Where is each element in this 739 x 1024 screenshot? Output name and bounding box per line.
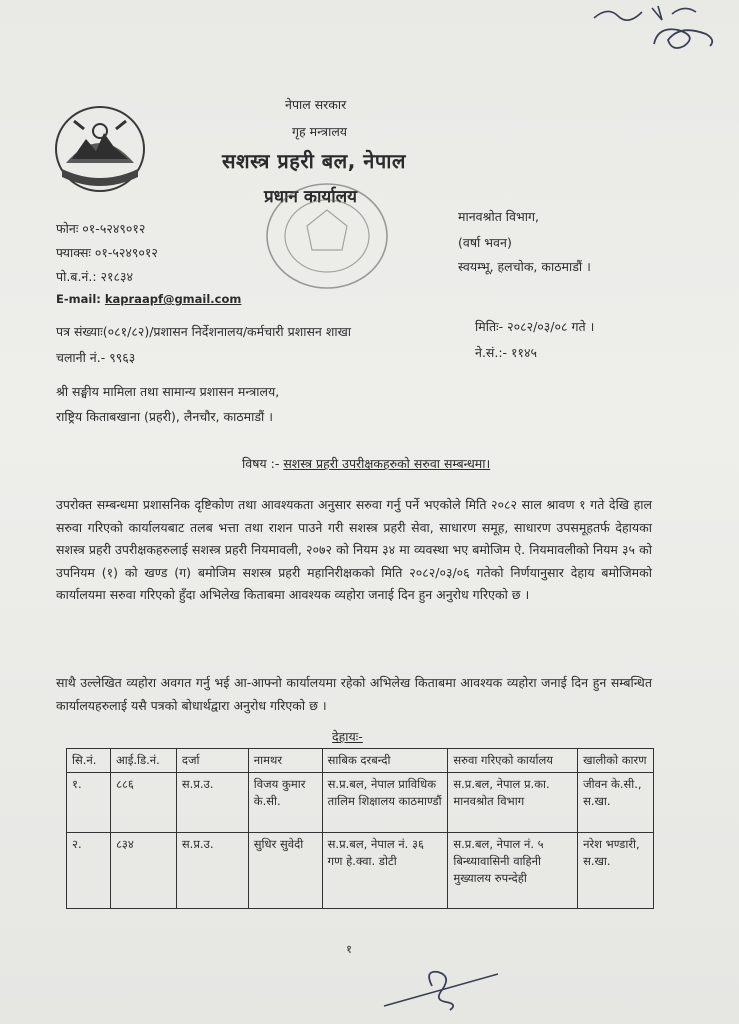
recipient-line2: राष्ट्रिय किताबखाना (प्रहरी), लैनचौर, काठमाडौं । [56,409,273,424]
nepal-sambat: ने.सं.:- ११४५ [475,345,538,360]
table-header-row [67,749,654,773]
dispatch-number: चलानी नं.- ९९६३ [56,350,136,365]
cell-serial: १. [67,773,111,833]
dehaya-label: देहायः- [332,729,363,744]
dept-name: मानवश्रोत विभाग, [458,209,540,224]
col-id: आई.डि.नं. [110,749,176,773]
cell-previous-post: स.प्र.बल, नेपाल नं. ३६ गण हे.क्वा. डोटी [322,833,448,909]
page-number: १ [346,942,352,956]
subject-line [242,455,490,472]
cell-transferred-office: स.प्र.बल, नेपाल प्र.का. मानवश्रोत विभाग [448,773,578,833]
header-org: सशस्त्र प्रहरी बल, नेपाल [222,149,406,173]
cell-rank: स.प्र.उ. [176,833,248,909]
col-name: नामथर [248,749,322,773]
cell-rank: स.प्र.उ. [176,773,248,833]
contact-pobox: पो.ब.नं.: २१८३४ [56,269,134,284]
cell-id: ८८६ [110,773,176,833]
body-paragraph-1: उपरोक्त सम्बन्धमा प्रशासनिक दृष्टिकोण तथा आवश्यकता अनुसार सरुवा गर्नु पर्ने भएकोले मिति २०८२ साल श्रावण १ गते देखि हाल सरुवा गरिएको कार्यालयबाट तलब भत्ता तथा राशन पाउने गरी सशस्त्र प्रहरी सेवा, साधारण समूह, साधारण उपसमूहतर्फ देहायका सशस्त्र प्रहरी उपरीक्षकहरुलाई सशस्त्र प्रहरी नियमावली, २०७२ को नियम ३४ मा व्यवस्था भए बमोजिम ऐ. नियमावलीको नियम ३५ को उपनियम (१) को खण्ड (ग) बमोजिम सशस्त्र प्रहरी महानिरीक्षकको मिति २०८२/०३/०६ गतेको निर्णयानुसार देहाय बमोजिमको कार्यालयमा सरुवा गरिएको हुँदा अभिलेख किताबमा आवश्यक व्यहोरा जनाई दिन हुन अनुरोध गरिएको छ । [56,497,652,602]
header-govt: नेपाल सरकार [285,97,347,112]
col-serial: सि.नं. [67,749,111,773]
email-link[interactable]: kapraapf@gmail.com [104,292,242,306]
cell-vacancy-reason: जीवन के.सी., स.खा. [578,773,654,833]
contact-email-row [56,292,241,306]
email-label: E-mail: [56,292,101,306]
body-paragraph-2: साथै उल्लेखित व्यहोरा अवगत गर्नु भई आ-आफ्नो कार्यालयमा रहेको अभिलेख किताबमा आवश्यक व्यहोरा जनाई दिन हुन सम्बन्धित कार्यालयहरुलाई यसै पत्रको बोधार्थद्वारा अनुरोध गरिएको छ । [56,675,652,713]
table-row [67,773,654,833]
cell-previous-post: स.प्र.बल, नेपाल प्राविधिक तालिम शिक्षालय काठमाण्डौं [322,773,448,833]
subject-label: विषय :- [242,456,280,471]
header-ministry: गृह मन्त्रालय [292,124,348,139]
letter-number: पत्र संख्याः(०८१/८२)/प्रशासन निर्देशनालय/कर्मचारी प्रशासन शाखा [56,324,352,339]
col-rank: दर्जा [176,749,248,773]
emblem-logo [52,103,148,195]
cell-serial: २. [67,833,111,909]
contact-phone: फोनः ०१-५२४९०१२ [56,221,146,236]
cell-id: ८३४ [110,833,176,909]
bottom-signature [380,960,510,1016]
dept-building: (वर्षा भवन) [458,235,512,250]
col-vacancy-reason: खालीको कारण [578,749,654,773]
cell-name: विजय कुमार के.सी. [248,773,322,833]
table-row [67,833,654,909]
col-previous-post: साबिक दरबन्दी [322,749,448,773]
cell-transferred-office: स.प्र.बल, नेपाल नं. ५ बिन्ध्यावासिनी वाहिनी मुख्यालय रुपन्देही [448,833,578,909]
dept-address: स्वयम्भू, हलचोक, काठमाडौं । [458,259,591,274]
cell-vacancy-reason: नरेश भण्डारी, स.खा. [578,833,654,909]
subject-text: सशस्त्र प्रहरी उपरीक्षकहरुको सरुवा सम्बन्धमा। [283,456,491,471]
top-signature-scribble [588,0,728,56]
transfer-table [66,748,654,909]
header-office: प्रधान कार्यालय [264,187,357,207]
office-seal-stamp [262,180,392,292]
recipient-line1: श्री सङ्घीय मामिला तथा सामान्य प्रशासन मन्त्रालय, [56,384,280,399]
cell-name: सुधिर सुवेदी [248,833,322,909]
contact-fax: फ्याक्सः ०१-५२४९०१२ [56,245,158,260]
col-transferred-office: सरुवा गरिएको कार्यालय [448,749,578,773]
letter-date: मितिः- २०८२/०३/०८ गते । [475,319,595,334]
